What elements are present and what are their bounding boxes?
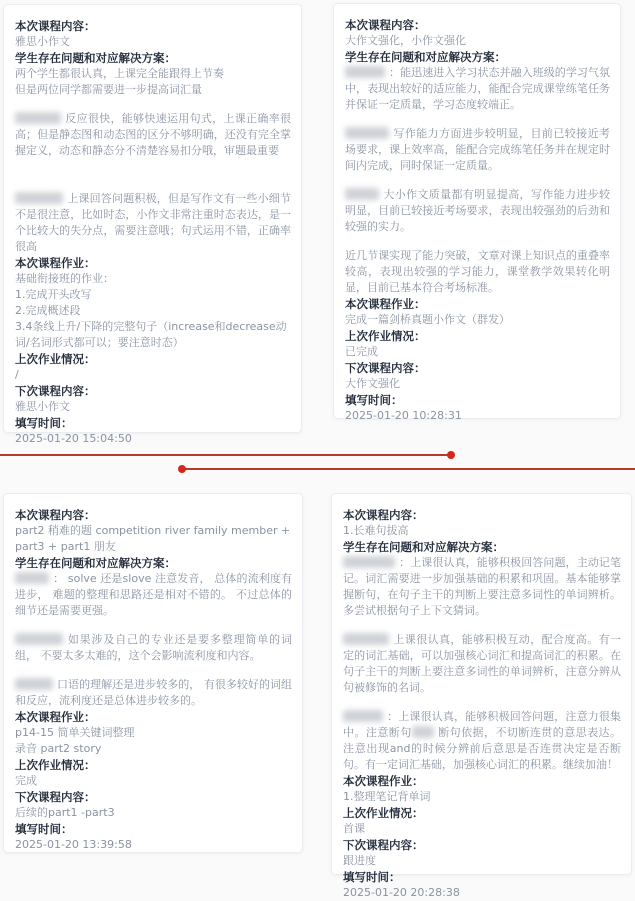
field-value: 基础衔接班的作业： [15, 272, 114, 285]
feedback-text: ：上课很认真，能够积极回答问题，主动记笔记。词汇需要进一步加强基础的积累和巩固。基本能够掌握断句，在句子主干的判断上要注意多词性的单词辨析。多尝试根据句子上下文猜词。 [343, 556, 621, 617]
field-label: 学生存在问题和对应解决方案： [343, 540, 504, 554]
redacted-name [412, 726, 434, 738]
redacted-name [343, 710, 383, 722]
field-value: 两个学生都很认真，上课完全能跟得上节奏 [15, 67, 224, 80]
student-feedback [15, 111, 291, 159]
field-label: 本次课程作业： [15, 710, 96, 724]
course-report-card [3, 4, 302, 445]
spacer [15, 664, 292, 677]
student-feedback [345, 248, 610, 296]
field-label: 下次课程内容： [345, 361, 426, 375]
feedback-text: 上课回答问题积极，但是写作文有一些小细节不是很注意，比如时态，小作文非常注重时态表达，是一个比较大的失分点，需要注意哦；句式运用不错，正确率很高 [15, 192, 291, 253]
feedback-text: 大小作文质量都有明显提高，写作能力进步较明显，目前已较接近考场要求，表现出较强劲的后劲和较强的实力。 [345, 188, 610, 233]
feedback-text: 口语的理解还是进步较多的， 有很多较好的词组和反应，流利度还是总体进步较多的。 [15, 678, 292, 707]
field-value: 后续的part1 -part3 [15, 806, 115, 819]
field-label: 本次课程作业： [15, 256, 96, 270]
field-value: 录音 part2 story [15, 742, 102, 755]
field-label: 下次课程内容： [15, 790, 96, 804]
redacted-name [15, 678, 53, 690]
field-label: 填写时间： [345, 393, 403, 407]
redacted-name [343, 556, 395, 568]
field-value: 1.长难句拔高 [343, 524, 409, 537]
course-report-card [331, 493, 632, 899]
spacer [15, 98, 291, 111]
field-value: 2025-01-20 20:28:38 [343, 886, 460, 899]
field-label: 本次课程内容： [343, 508, 424, 522]
redacted-name [15, 572, 49, 584]
field-value: 已完成 [345, 345, 378, 358]
field-value: / [15, 368, 19, 381]
student-feedback [345, 187, 610, 235]
field-label: 上次作业情况： [15, 352, 96, 366]
field-value: 跟进度 [343, 854, 376, 867]
field-label: 本次课程作业： [345, 297, 426, 311]
course-report-card [3, 493, 303, 853]
spacer [15, 159, 291, 191]
spacer [345, 174, 610, 187]
redacted-name [343, 633, 389, 645]
field-value: 1.完成开头改写 [15, 288, 92, 301]
field-value: 2025-01-20 13:39:58 [15, 838, 132, 851]
field-label: 学生存在问题和对应解决方案： [15, 556, 176, 570]
field-label: 上次作业情况： [345, 329, 426, 343]
student-feedback [15, 632, 292, 664]
field-label: 上次作业情况： [343, 806, 424, 820]
redacted-name [345, 188, 379, 200]
field-label: 本次课程作业： [343, 774, 424, 788]
redacted-name [345, 127, 389, 139]
field-label: 本次课程内容： [345, 18, 426, 32]
red-annotation-dot [447, 451, 455, 459]
field-value: p14-15 简单关键词整理 [15, 726, 135, 739]
student-feedback [343, 709, 621, 773]
feedback-text: ：上课很认真，能够积极回答问题，注意力很集中。注意断句 [343, 710, 621, 739]
student-feedback [343, 632, 621, 696]
feedback-text: 近几节课实现了能力突破，文章对课上知识点的重叠率较高，表现出较强的学习能力，课堂教学效果转化明显，目前已基本符合考场标准。 [345, 249, 610, 294]
redacted-name [345, 66, 385, 78]
field-value: 完成 [15, 774, 37, 787]
field-label: 填写时间： [15, 822, 73, 836]
field-value: 但是两位同学都需要进一步提高词汇量 [15, 83, 202, 96]
redacted-name [15, 112, 61, 124]
feedback-text: 写作能力方面进步较明显，目前已较接近考场要求，课上效率高，能配合完成练笔任务并在规定时间内完成，同时保证一定质量。 [345, 127, 610, 172]
red-annotation-line [0, 454, 452, 456]
feedback-text: ： solve 还是slove 注意发音， 总体的流利度有进步， 难题的整理和思路还是相对不错的。 不过总体的细节还是需要更强。 [15, 572, 292, 617]
redacted-name [15, 633, 63, 645]
student-feedback [345, 126, 610, 174]
field-value: 大作文强化，小作文强化 [345, 34, 466, 47]
field-value: 2025-01-20 10:28:31 [345, 409, 462, 422]
field-value: 完成一篇剑桥真题小作文（群发） [345, 313, 510, 326]
spacer [343, 619, 621, 632]
spacer [15, 619, 292, 632]
spacer [343, 696, 621, 709]
field-label: 下次课程内容： [15, 384, 96, 398]
redacted-name [15, 192, 63, 204]
student-feedback [345, 65, 610, 113]
spacer [345, 113, 610, 126]
field-label: 填写时间： [15, 416, 73, 430]
feedback-text: ：能迅速进入学习状态并融入班级的学习气氛中，表现出较好的适应能力，能配合完成课堂练笔任务并保证一定质量，学习态度较端正。 [345, 66, 610, 111]
field-label: 填写时间： [343, 870, 401, 884]
course-report-card [333, 3, 621, 422]
field-value: 1.整理笔记背单词 [343, 790, 431, 803]
field-value: 雅思小作文 [15, 400, 70, 413]
spacer [345, 235, 610, 248]
red-annotation-dot [178, 465, 186, 473]
student-feedback [15, 191, 291, 255]
field-label: 本次课程内容： [15, 508, 96, 522]
field-label: 本次课程内容： [15, 19, 96, 33]
field-label: 上次作业情况： [15, 758, 96, 772]
student-feedback [15, 571, 292, 619]
feedback-text: 断句依据，不切断连贯的意思表达。注意出现and的时候分辨前后意思是否连贯决定是否断句。有一定词汇基础，加强核心词汇的积累。继续加油！ [343, 726, 622, 771]
feedback-text: 如果涉及自己的专业还是要多整理简单的词组， 不要太多太难的，这个会影响流利度和内容。 [15, 633, 292, 662]
field-value: 2.完成概述段 [15, 304, 81, 317]
field-value: 3.4条线上升/下降的完整句子（increase和decrease动词/名词形式都可以；要注意时态） [15, 320, 287, 349]
field-value: 雅思小作文 [15, 35, 70, 48]
feedback-text: 反应很快，能够快速运用句式，上课正确率很高；但是静态图和动态图的区分不够明确，还没有完全掌握定义，动态和静态分不清楚容易扣分哦，审题最重要 [15, 112, 291, 157]
field-value: 大作文强化 [345, 377, 400, 390]
student-feedback [343, 555, 621, 619]
field-value: 首课 [343, 822, 365, 835]
field-value: 2025-01-20 15:04:50 [15, 432, 132, 445]
field-label: 下次课程内容： [343, 838, 424, 852]
feedback-text: 上课很认真，能够积极互动，配合度高。有一定的词汇基础，可以加强核心词汇和提高词汇的积累。在句子主干的判断上要注意多词性的单词辨析，注意分辨从句被修饰的名词。 [343, 633, 621, 694]
field-value: part2 稍难的题 competition river family member + part3 + part1 朋友 [15, 524, 291, 553]
student-feedback [15, 677, 292, 709]
field-label: 学生存在问题和对应解决方案： [345, 50, 506, 64]
red-annotation-line [182, 468, 635, 470]
field-label: 学生存在问题和对应解决方案： [15, 51, 176, 65]
